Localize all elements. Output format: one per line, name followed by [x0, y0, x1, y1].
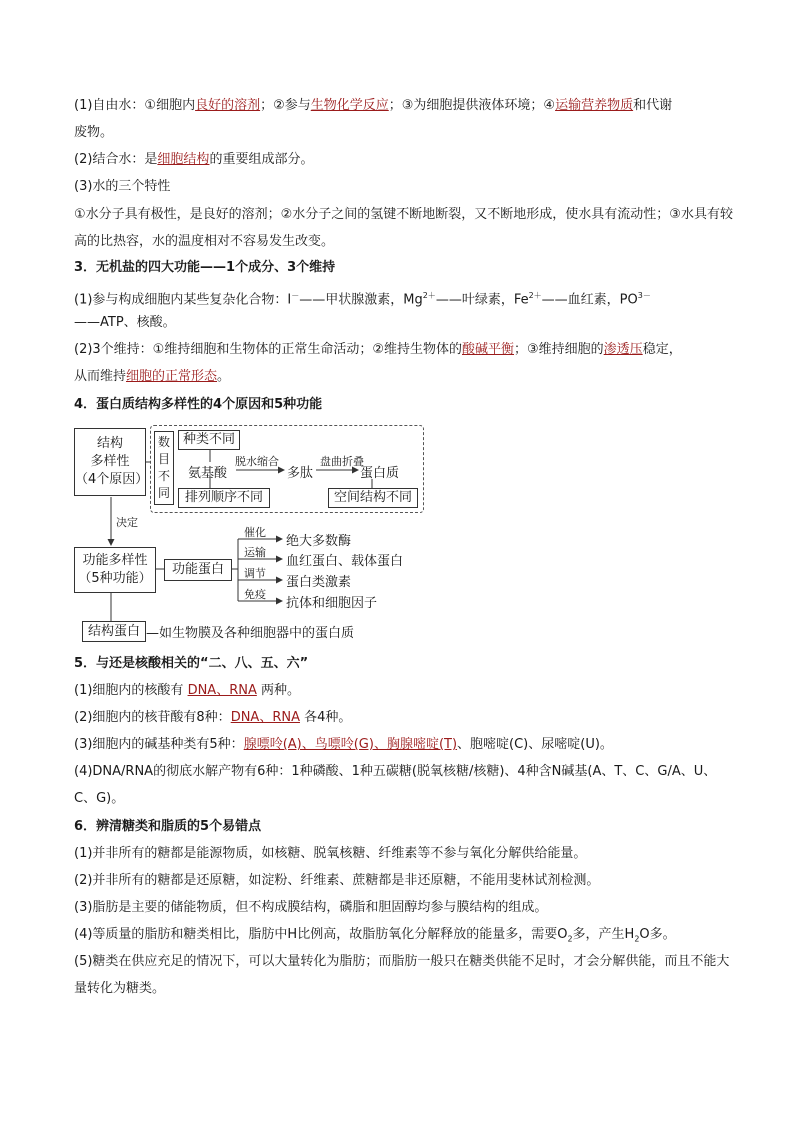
text: (4)等质量的脂肪和糖类相比，脂肪中H比例高，故脂肪氧化分解释放的能量多，需要O — [74, 927, 568, 942]
text: 两种。 — [256, 683, 300, 698]
transport-proteins-label: 血红蛋白、载体蛋白 — [286, 554, 404, 569]
superscript: － — [291, 291, 300, 300]
immunity-label: 免疫 — [244, 588, 266, 601]
sugar-point-5: (5)糖类在供应充足的情况下，可以大量转化为脂肪；而脂肪一般只在糖类供能不足时，才会分解供能，而且不能大量转化为糖类。 — [74, 954, 730, 996]
functional-protein-box: 功能蛋白 — [164, 559, 232, 581]
text: (2)细胞内的核苷酸有8种： — [74, 710, 231, 725]
section-3-heading: 3．无机盐的四大功能——1个成分、3个维持 — [74, 260, 336, 275]
structure-diversity-box — [74, 428, 149, 496]
space-diff-box: 空间结构不同 — [328, 488, 418, 508]
text: 各4种。 — [299, 710, 352, 725]
text: (1)自由水：①细胞内 — [74, 98, 196, 113]
keyword: 渗透压 — [603, 342, 643, 357]
enzymes-label: 绝大多数酶 — [286, 534, 352, 549]
label-line: 结构 — [96, 436, 123, 451]
keyword: 细胞结构 — [157, 152, 210, 167]
text: (3)细胞内的碱基种类有5种： — [74, 737, 244, 752]
hormones-label: 蛋白类激素 — [286, 575, 352, 590]
text: ；③维持细胞的 — [514, 342, 604, 357]
text: 的重要组成部分。 — [209, 152, 314, 167]
label-char: 不 — [157, 469, 170, 483]
water-traits-title: (3)水的三个特性 — [74, 179, 171, 194]
label-line: 多样性 — [90, 454, 130, 469]
section-6-heading: 6．辨清糖类和脂质的5个易错点 — [74, 819, 262, 834]
amino-acid-label: 氨基酸 — [188, 466, 228, 481]
base-line — [74, 735, 734, 755]
kind-diff-box: 种类不同 — [178, 430, 240, 450]
sugar-point-3: (3)脂肪是主要的储能物质，但不构成膜结构，磷脂和胆固醇均参与膜结构的组成。 — [74, 900, 548, 915]
text: O多。 — [639, 927, 676, 942]
text: 从而维持 — [74, 369, 127, 384]
peptide-label: 多肽 — [287, 466, 314, 481]
section-5-heading: 5．与还是核酸相关的“二、八、五、六” — [74, 656, 309, 671]
keyword: 运输营养物质 — [555, 98, 634, 113]
label-line: （5种功能） — [78, 571, 152, 586]
protein-label: 蛋白质 — [360, 466, 400, 481]
keyword: DNA、RNA — [230, 710, 300, 725]
regulation-label: 调节 — [244, 567, 266, 580]
salt-compound-line-2: ——ATP、核酸。 — [74, 315, 176, 330]
text: (2)结合水：是 — [74, 152, 158, 167]
sugar-point-2: (2)并非所有的糖都是还原糖，如淀粉、纤维素、蔗糖都是非还原糖，不能用斐林试剂检测。 — [74, 873, 600, 888]
label-char: 目 — [157, 452, 170, 466]
free-water-line-2: 废物。 — [74, 125, 114, 140]
order-diff-box: 排列顺序不同 — [178, 488, 270, 508]
dehydration-label: 脱水缩合 — [235, 455, 279, 468]
water-traits-body: ①水分子具有极性，是良好的溶剂；②水分子之间的氢键不断地断裂，又不断地形成，使水具有流动性；③水具有较高的比热容，水的温度相对不容易发生改变。 — [74, 207, 733, 249]
sugar-point-1: (1)并非所有的糖都是能源物质，如核糖、脱氧核糖、纤维素等不参与氧化分解供给能量。 — [74, 846, 587, 861]
catalysis-label: 催化 — [244, 526, 266, 539]
keyword: 生物化学反应 — [310, 98, 389, 113]
section-4-heading: 4．蛋白质结构多样性的4个原因和5种功能 — [74, 397, 323, 412]
keyword: 腺嘌呤(A)、鸟嘌呤(G)、胸腺嘧啶(T) — [243, 737, 458, 752]
text: ——叶绿素，Fe — [435, 292, 529, 308]
antibodies-label: 抗体和细胞因子 — [286, 596, 378, 611]
text: 、胞嘧啶(C)、尿嘧啶(U)。 — [457, 737, 613, 752]
structural-protein-box: 结构蛋白 — [82, 621, 146, 642]
keyword: 细胞的正常形态 — [126, 369, 218, 384]
subscript: 2 — [567, 934, 573, 944]
superscript: 2＋ — [422, 291, 436, 300]
superscript: 2＋ — [528, 291, 542, 300]
label-line: （4个原因） — [75, 472, 149, 487]
text: (2)3个维持：①维持细胞和生物体的正常生命活动；②维持生物体的 — [74, 342, 462, 357]
keyword: DNA、RNA — [187, 683, 257, 698]
subscript: 2 — [634, 934, 640, 944]
text: ；②参与 — [260, 98, 311, 113]
keyword: 良好的溶剂 — [195, 98, 261, 113]
superscript: 3－ — [637, 291, 651, 300]
number-diff-box — [154, 431, 174, 505]
folding-label: 盘曲折叠 — [320, 455, 364, 468]
label-line: 功能多样性 — [82, 553, 148, 568]
text: (1)细胞内的核酸有 — [74, 683, 188, 698]
hydrolysis-paragraph: (4)DNA/RNA的彻底水解产物有6种：1种磷酸、1种五碳糖(脱氧核糖/核糖)、4种含N碱基(A、T、C、G/A、U、C、G)。 — [74, 764, 717, 806]
nucleic-acid-line — [74, 681, 734, 701]
function-diversity-box — [74, 547, 156, 593]
label-char: 数 — [157, 435, 170, 449]
text: 。 — [217, 369, 231, 384]
transport-label: 运输 — [244, 546, 266, 559]
nucleotide-line — [74, 708, 734, 728]
text: ；③为细胞提供液体环境；④ — [388, 98, 556, 113]
text: (1)参与构成细胞内某些复杂化合物：I — [74, 292, 292, 308]
text: 多，产生H — [572, 927, 635, 942]
text: ——血红素，PO — [541, 292, 638, 308]
text: ——甲状腺激素，Mg — [299, 292, 423, 308]
structure-diversity-label — [75, 435, 149, 489]
sugar-point-4 — [74, 925, 734, 950]
label-char: 同 — [157, 486, 170, 500]
text: 稳定， — [642, 342, 682, 357]
keyword: 酸碱平衡 — [462, 342, 515, 357]
structural-protein-note: —如生物膜及各种细胞器中的蛋白质 — [146, 626, 355, 641]
text: 和代谢 — [633, 98, 673, 113]
decide-label: 决定 — [116, 516, 138, 529]
